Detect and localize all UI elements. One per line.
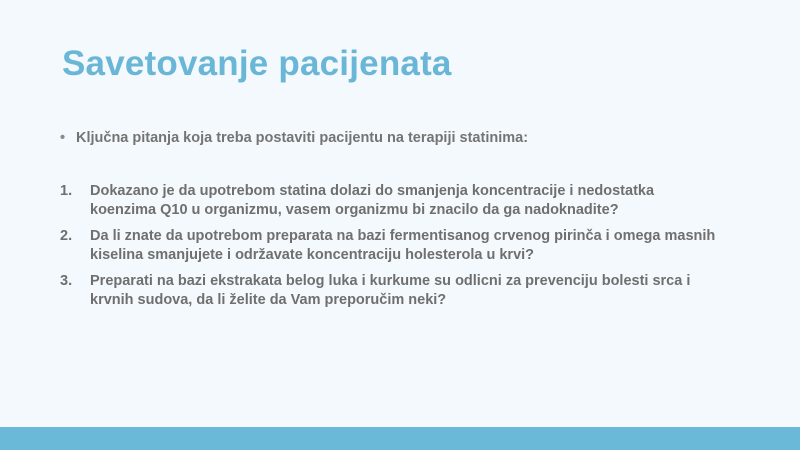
question-text: Dokazano je da upotrebom statina dolazi do smanjenja koncentracije i nedostatka koenzima Q10 u organizmu, vasem organizmu bi znacilo da ga nadoknadite? — [90, 183, 655, 218]
question-text: Da li znate da upotrebom preparata na bazi fermentisanog crvenog pirinča i omega masnih kiselina smanjujete i održavate koncentraciju holesterola u krvi? — [90, 228, 716, 263]
question-number: 2. — [60, 228, 73, 244]
slide-title: Savetovanje pacijenata — [62, 44, 452, 83]
bullet-dot-icon: • — [60, 130, 66, 146]
question-item — [60, 272, 720, 310]
footer-bar — [0, 427, 800, 450]
bullet-text: Ključna pitanja koja treba postaviti pacijentu na terapiji statinima: — [76, 130, 529, 146]
question-item — [60, 227, 720, 265]
bullet-item — [60, 130, 528, 146]
question-text: Preparati na bazi ekstrakata belog luka i kurkume su odlicni za prevenciju bolesti srca i krvnih sudova, da li želite da Vam preporučim neki? — [90, 273, 691, 308]
question-item — [60, 182, 720, 220]
question-number: 3. — [60, 273, 73, 289]
question-number: 1. — [60, 183, 73, 199]
question-list — [60, 182, 720, 317]
